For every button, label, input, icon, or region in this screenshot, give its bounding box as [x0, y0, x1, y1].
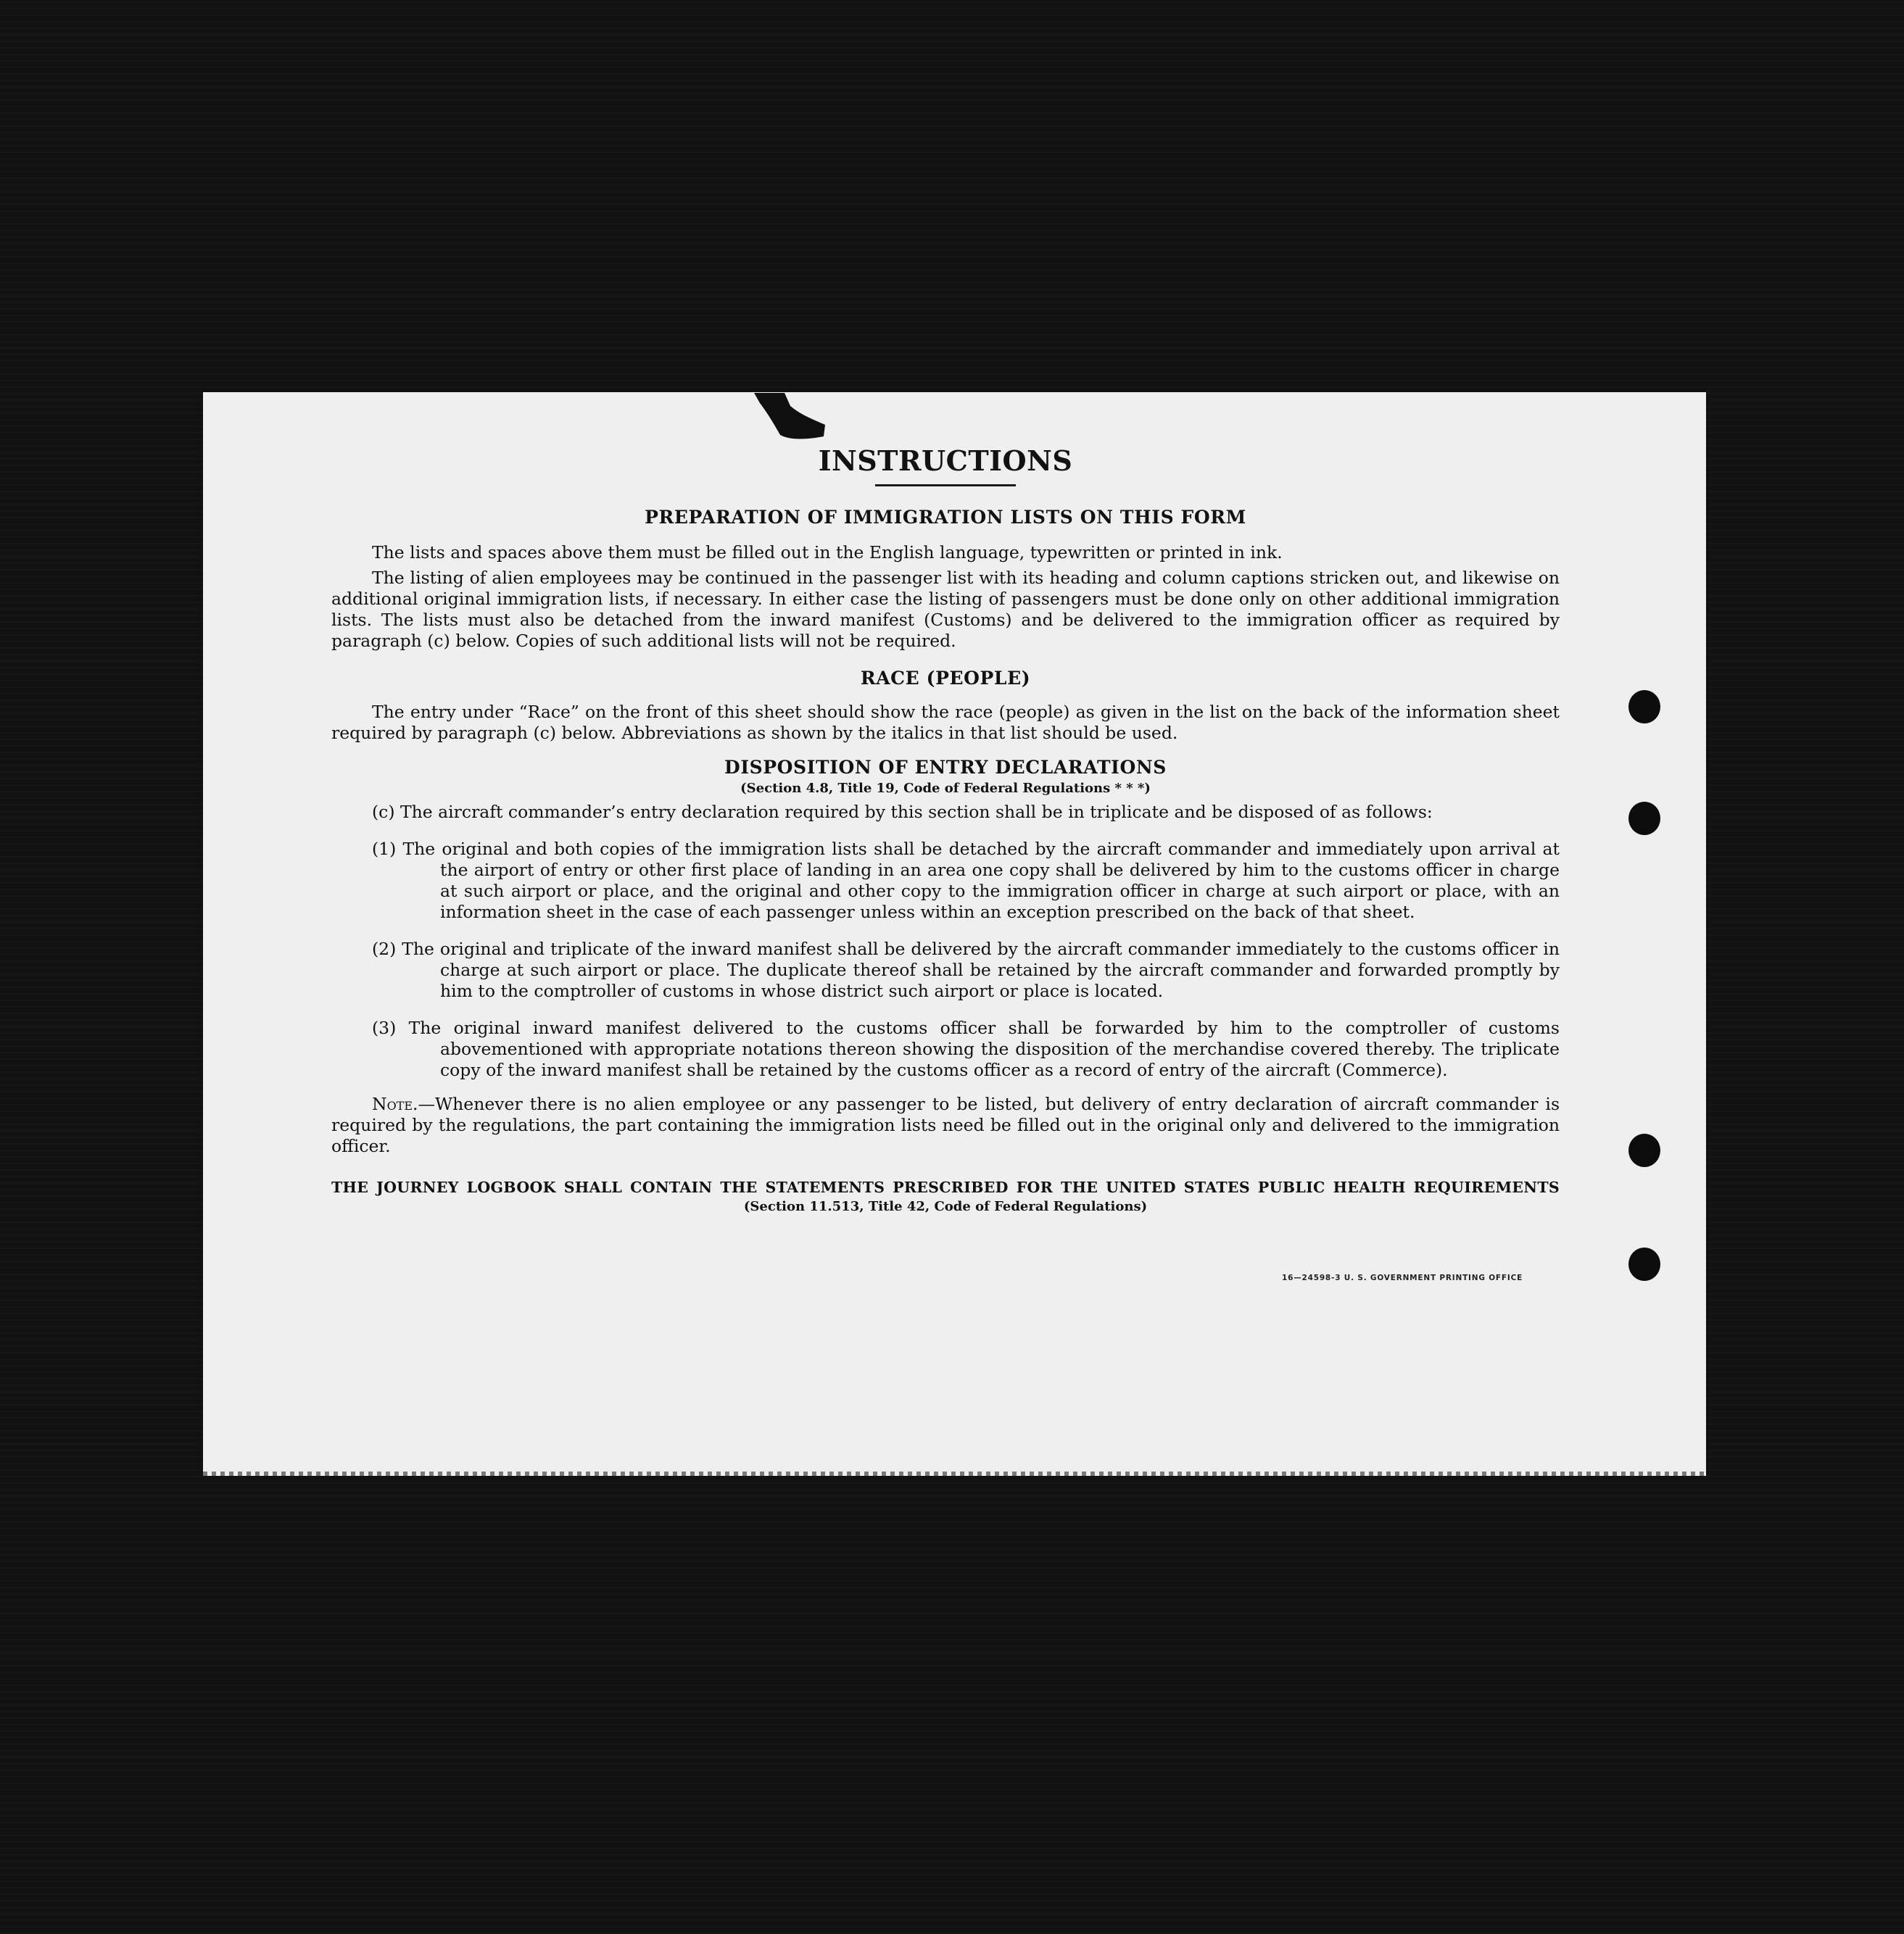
paragraph-language: The lists and spaces above them must be filled out in the English language, typewritten or printed in ink. — [372, 542, 1283, 563]
perforated-edge — [203, 1472, 1706, 1476]
instructions-content — [331, 442, 1560, 1214]
section-reference-title-19: (Section 4.8, Title 19, Code of Federal Regulations * * *) — [740, 781, 1151, 796]
punch-hole-1 — [1628, 690, 1660, 723]
page-title: INSTRUCTIONS — [818, 444, 1073, 477]
punch-hole-2 — [1628, 802, 1660, 835]
list-item-2: (2) The original and triplicate of the inward manifest shall be delivered by the aircraft commander immediately to the customs officer in charge at such airport or place. The duplicate thereof shall be retained by the aircraft commander and forwarded promptly by him to the comptroller of customs in whose district such airport or place is located. — [372, 939, 1560, 1001]
list-item-3: (3) The original inward manifest delivered to the customs officer shall be forwarded by him to the comptroller of customs abovementioned with appropriate notations thereon showing the disposition of the merchandise covered thereby. The triplicate copy of the inward manifest shall be retained by the customs officer as a record of entry of the aircraft (Commerce). — [372, 1018, 1560, 1080]
paragraph-race-entry: The entry under “Race” on the front of this sheet should show the race (people) as given in the list on the back of the information sheet required by paragraph (c) below. Abbreviations as shown by the italics in that list should be used. — [331, 702, 1560, 743]
paragraph-alien-employees: The listing of alien employees may be continued in the passenger list with its heading and column captions stricken out, and likewise on additional original immigration lists, if necessary. In either case the listing of passengers must be done only on other additional immigration lists. The lists must also be detached from the inward manifest (Customs) and be delivered to the immigration officer as required by paragraph (c) below. Copies of such additional lists will not be required. — [331, 568, 1560, 651]
note-paragraph — [331, 1094, 1560, 1157]
title-underline — [875, 484, 1016, 486]
note-label: Note. — [372, 1094, 418, 1114]
section-heading-race: RACE (PEOPLE) — [860, 668, 1031, 689]
public-health-statement: THE JOURNEY LOGBOOK SHALL CONTAIN THE STATEMENTS PRESCRIBED FOR THE UNITED STATES PUBLIC HEALTH REQUIREMENTS — [331, 1179, 1560, 1196]
punch-hole-3 — [1628, 1134, 1660, 1167]
list-item-1: (1) The original and both copies of the immigration lists shall be detached by the aircraft commander and immediately upon arrival at the airport of entry or other first place of landing in an area one copy shall be delivered by him to the customs officer in charge at such airport or place, and the original and other copy to the immigration officer in charge at such airport or place, with an information sheet in the case of each passenger unless within an exception prescribed on the back of that sheet. — [372, 839, 1560, 922]
section-heading-preparation: PREPARATION OF IMMIGRATION LISTS ON THIS FORM — [645, 507, 1246, 528]
paragraph-entry-declaration: (c) The aircraft commander’s entry declaration required by this section shall be in triplicate and be disposed of as follows: — [372, 802, 1433, 822]
ink-blot-icon — [740, 393, 827, 444]
printing-office-imprint: 16—24598-3 U. S. GOVERNMENT PRINTING OFFICE — [1282, 1274, 1523, 1282]
section-reference-title-42: (Section 11.513, Title 42, Code of Federal Regulations) — [743, 1199, 1148, 1214]
section-heading-disposition: DISPOSITION OF ENTRY DECLARATIONS — [724, 757, 1167, 778]
punch-hole-4 — [1628, 1248, 1660, 1281]
note-text: —Whenever there is no alien employee or any passenger to be listed, but delivery of entry declaration of aircraft commander is required by the regulations, the part containing the immigration lists need be filled out in the original only and delivered to the immigration officer. — [331, 1094, 1560, 1156]
